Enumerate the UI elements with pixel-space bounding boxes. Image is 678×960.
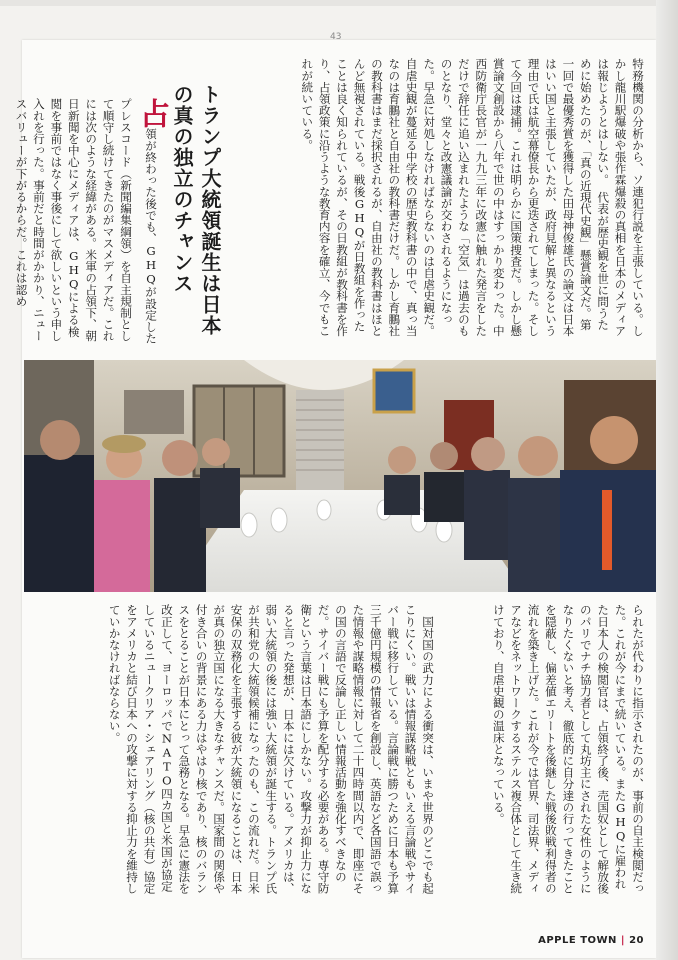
footer-page-number: 20 — [629, 935, 644, 946]
page-edge — [656, 0, 678, 960]
footer-brand: APPLE TOWN — [538, 935, 617, 946]
page-footer: APPLE TOWN | 20 — [538, 935, 644, 946]
page-mark: 43 — [330, 32, 342, 42]
drop-cap: 占 — [134, 98, 169, 128]
article-body-upper-left — [14, 98, 169, 344]
photo-illustration — [24, 360, 656, 592]
group-dinner-photo — [24, 360, 656, 592]
body-paragraph: 特務機関の分析から、ソ連犯行説を主張している。しかし龍川駅爆破や張作霖爆殺の真相を日本のメディアは報じようとはしない。 代表が歴史観を世に問うために始めたのが、「真の近現代史観」懸賞論文だ。第一回で最優秀賞を獲得した田母神俊雄氏の論文は日本はいい国と主張していたが、政府見解と異なるという理由で氏は航空幕僚長から更迭されてしまった。そして今回は逮捕。これは明らかに国策捜査だ。しかし懸賞論文創設から八年で世の中はすっかり変わった。中西防衛庁長官が一九九三年に改憲に触れた発言をしただけで辞任に追い込まれたような「空気」は過去のものとなり、堂々と改憲議論が交わされるようになった。早急に対処しなければならないのは自虐史観だ。自虐史観が蔓延る中学校の歴史教科書の中で、真っ当なのは育鵬社と自由社の教科書だけだ。しかし育鵬社の教科書はまだ採択されるが、自由社の教科書はほとんど無視されている。戦後GHQが日教組を作ったことは良く知られているが、その日教組が教科書を作り、占領政策に沿うような教育内容を確立、今でもこれが続いている。 — [300, 58, 645, 337]
article-body-upper-right — [300, 58, 646, 338]
article-body-lower-mid — [36, 604, 436, 894]
body-paragraph: 国対国の武力による衝突は、いまや世界のどこでも起こりにくい。戦いは情報謀略戦ともいえる言論戦やサイバー戦に移行している。言論戦に勝つために日本も予算三千億円規模の情報省を創設し、英語など各国語で誤った情報や謀略情報に対して二十四時間以内で、即座にその国の言語で反論し正しい情報活動を強化すべきなのだ。サイバー戦にも予算を配分する必要がある。専守防衛という言葉は日本語にしかない。攻撃力が抑止力になると言った発想が、日本には欠けている。アメリカは、弱い大統領の後には強い大統領が誕生する。トランプ氏が共和党の大統領候補になったのも、この流れだ。日米安保の双務化を主張する彼が大統領になることは、日本が真の独立国になる大きなチャンスだ。国家間の関係や付き合いの背景にある力はやはり核であり、核のバランスをとることが日本にとって急務となる。早急に憲法を改正して、ヨーロッパでNATO四カ国と米国が協定しているニュークリア・シェアリング（核の共有）協定をアメリカと結び日本への攻撃に対する抑止力を維持していかなければならない。 — [107, 604, 435, 894]
body-paragraph: られたが代わりに指示されたのが、事前の自主検閲だった。これが今にまで続いている。またGHQに雇われた日本人の検閲官は、占領終了後、売国奴として解放後のパリでナチ協力者として丸坊主にされた女性のようになりたくないと考え、徹底的に自分達の行ってきたことを隠蔽し、偏差値エリートを後継した戦後敗戦利得者の流れを築き上げた。これが今では官界、司法界、メディアなどをネットワークするステルス複合体として生き続けており、自虐史観の温床となっている。 — [491, 604, 645, 894]
body-paragraph: 領が終わった後でも、GHQが設定したプレスコード（新聞編集綱領）を自主規制として順守し続けてきたのがマスメディアだ。これには次のような経緯がある。米軍の占領下、朝日新聞を中心にメディアは、GHQによる検閲を事前ではなく事後にして欲しいという申し入れを行った。事前だと時間がかかり、ニュースバリューが下がるからだ。これは認め — [14, 98, 158, 344]
article-body-lower-right — [446, 604, 646, 894]
top-fold — [0, 0, 678, 6]
headline: トランプ大統領誕生は日本の真の独立のチャンス — [170, 84, 222, 336]
